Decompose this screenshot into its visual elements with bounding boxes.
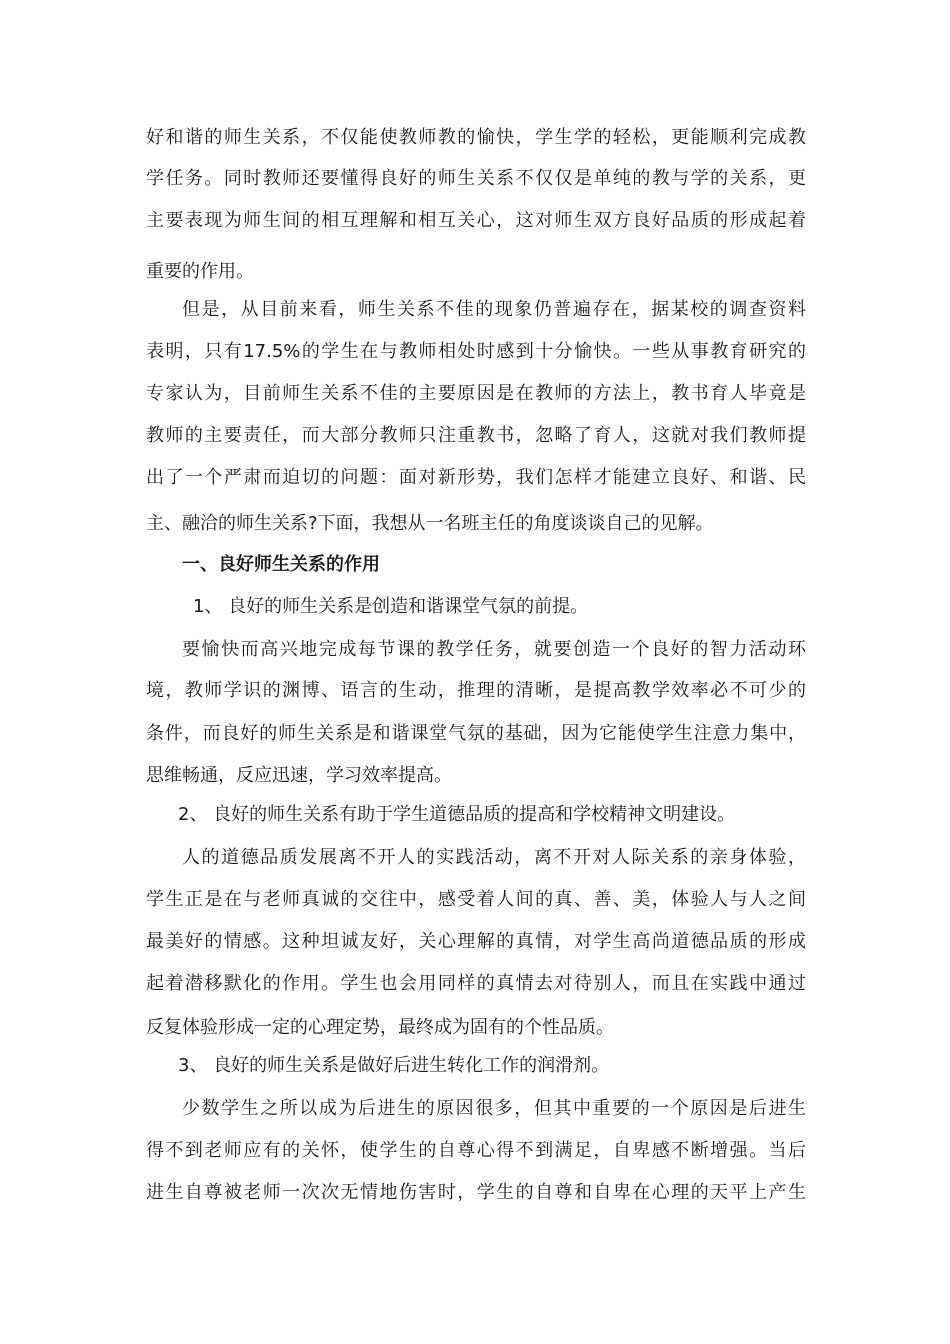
paragraph-line: 最美好的情感。这种坦诚友好，关心理解的真情，对学生高尚道德品质的形成 [146, 931, 806, 952]
paragraph-line: 境，教师学识的渊博、语言的生动，推理的清晰，是提高教学效率必不可少的 [146, 680, 806, 701]
subsection-heading: 1、 良好的师生关系是创造和谐课堂气氛的前提。 [193, 596, 589, 617]
paragraph-line: 人的道德品质发展离不开人的实践活动，离不开对人际关系的亲身体验， [182, 847, 806, 868]
section-heading: 一、良好师生关系的作用 [182, 554, 380, 575]
paragraph-line: 学任务。同时教师还要懂得良好的师生关系不仅仅是单纯的教与学的关系，更 [146, 168, 806, 189]
paragraph-line: 好和谐的师生关系，不仅能使教师教的愉快，学生学的轻松，更能顺利完成教 [146, 127, 806, 148]
paragraph-line: 学生正是在与老师真诚的交往中，感受着人间的真、善、美，体验人与人之间 [146, 889, 806, 910]
paragraph-line: 条件，而良好的师生关系是和谐课堂气氛的基础，因为它能使学生注意力集中， [146, 723, 806, 744]
paragraph-line: 出了一个严肃而迫切的问题：面对新形势，我们怎样才能建立良好、和谐、民 [146, 467, 806, 488]
paragraph-line: 重要的作用。 [146, 261, 254, 282]
paragraph-line: 专家认为，目前师生关系不佳的主要原因是在教师的方法上，教书育人毕竟是 [146, 383, 806, 404]
subsection-heading: 2、 良好的师生关系有助于学生道德品质的提高和学校精神文明建设。 [178, 804, 736, 825]
paragraph-line: 主要表现为师生间的相互理解和相互关心，这对师生双方良好品质的形成起着 [146, 210, 806, 231]
paragraph-line: 表明，只有17.5%的学生在与教师相处时感到十分愉快。一些从事教育研究的 [146, 341, 806, 362]
paragraph-line: 思维畅通，反应迅速，学习效率提高。 [146, 765, 452, 786]
paragraph-line: 得不到老师应有的关怀，使学生的自尊心得不到满足，自卑感不断增强。当后 [146, 1140, 806, 1161]
paragraph-line: 少数学生之所以成为后进生的原因很多，但其中重要的一个原因是后进生 [182, 1098, 806, 1119]
subsection-heading: 3、 良好的师生关系是做好后进生转化工作的润滑剂。 [178, 1055, 610, 1076]
paragraph-line: 教师的主要责任，而大部分教师只注重教书，忽略了育人，这就对我们教师提 [146, 425, 806, 446]
paragraph-line: 反复体验形成一定的心理定势，最终成为固有的个性品质。 [146, 1017, 614, 1038]
paragraph-line: 主、融洽的师生关系?下面，我想从一名班主任的角度谈谈自己的见解。 [146, 513, 714, 534]
paragraph-line: 要愉快而高兴地完成每节课的教学任务，就要创造一个良好的智力活动环 [182, 639, 806, 660]
paragraph-line: 进生自尊被老师一次次无情地伤害时，学生的自尊和自卑在心理的天平上产生 [146, 1182, 806, 1203]
paragraph-line: 但是，从目前来看，师生关系不佳的现象仍普遍存在，据某校的调查资料 [182, 299, 806, 320]
paragraph-line: 起着潜移默化的作用。学生也会用同样的真情去对待别人，而且在实践中通过 [146, 973, 806, 994]
